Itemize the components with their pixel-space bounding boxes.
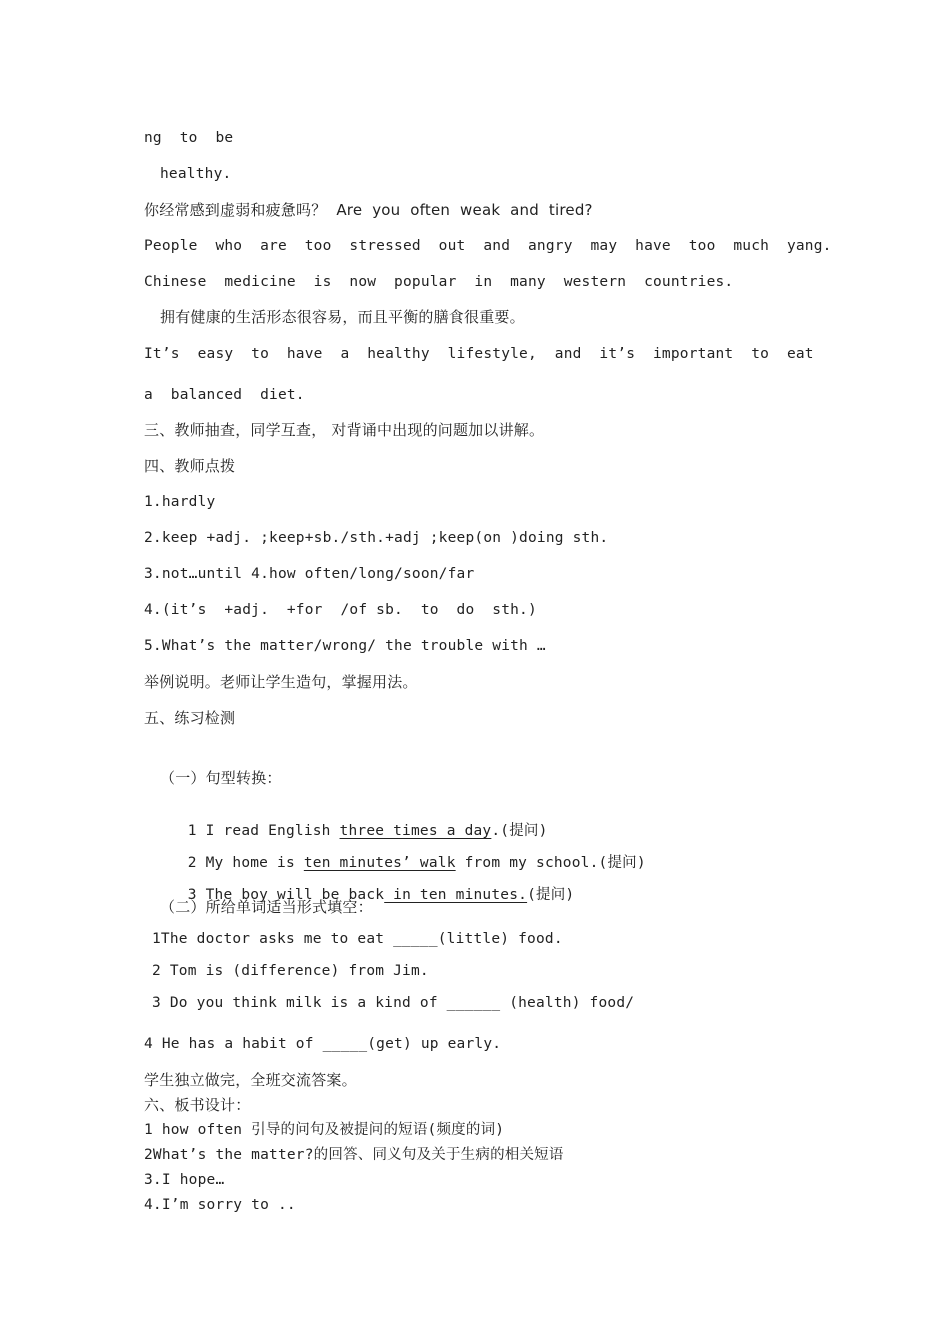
section-heading-5: 五、练习检测 [144, 709, 236, 727]
section-heading-6: 六、板书设计： [144, 1096, 251, 1114]
question-3-suffix: (提问) [527, 887, 575, 903]
board-item-2: 2What’s the matter?的回答、同义句及关于生病的相关短语 [144, 1147, 564, 1163]
text-line-3: 你经常感到虚弱和疲惫吗？ Are you often weak and tired? [144, 201, 593, 219]
board-item-1: 1 how often 引导的问句及被提问的短语(频度的词) [144, 1122, 505, 1138]
text-line-2: healthy. [160, 166, 232, 182]
point-item-4: 4.(it’s +adj. +for /of sb. to do sth.) [144, 602, 537, 618]
text-line-6: 拥有健康的生活形态很容易，而且平衡的膳食很重要。 [160, 308, 525, 326]
board-item-4: 4.I’m sorry to .. [144, 1197, 296, 1213]
point-item-3: 3.not…until 4.how often/long/soon/far [144, 566, 475, 582]
text-line-5: Chinese medicine is now popular in many western countries. [144, 274, 734, 290]
fill-question-2: 2 Tom is (difference) from Jim. [152, 963, 429, 979]
example-note: 举例说明。老师让学生造句，掌握用法。 [144, 673, 418, 691]
point-item-2: 2.keep +adj. ;keep+sb./sth.+adj ;keep(on )doing sth. [144, 530, 609, 546]
question-2-underlined: ten minutes’ walk [303, 855, 456, 871]
question-2-suffix: from my school.(提问) [455, 855, 646, 871]
board-item-3: 3.I hope… [144, 1172, 225, 1188]
subsection-heading-2: （二）所给单词适当形式填空： [160, 898, 373, 916]
section-heading-3: 三、教师抽查，同学互查， 对背诵中出现的问题加以讲解。 [144, 421, 545, 439]
text-line-8: a balanced diet. [144, 387, 305, 403]
question-1-underlined: three times a day [339, 823, 492, 839]
subsection-heading-1: （一）句型转换： [160, 769, 282, 787]
section-heading-4: 四、教师点拨 [144, 457, 236, 475]
question-1-suffix: .(提问) [491, 823, 548, 839]
question-1-text: 1 I read English [187, 823, 340, 839]
point-item-1: 1.hardly [144, 494, 216, 510]
point-item-5: 5.What’s the matter/wrong/ the trouble with … [144, 638, 546, 654]
student-instruction: 学生独立做完，全班交流答案。 [144, 1071, 357, 1089]
fill-question-4: 4 He has a habit of _____(get) up early. [144, 1036, 502, 1052]
question-3-text: 3 The boy will be back [187, 887, 385, 903]
text-line-1: ng to be [144, 130, 234, 146]
fill-question-3: 3 Do you think milk is a kind of ______ (health) food/ [152, 995, 635, 1011]
question-2-text: 2 My home is [187, 855, 304, 871]
question-3-underlined: in ten minutes. [384, 887, 528, 903]
text-line-7: It’s easy to have a healthy lifestyle, and it’s important to eat [144, 346, 814, 362]
fill-question-1: 1The doctor asks me to eat _____(little) food. [152, 931, 563, 947]
text-line-4: People who are too stressed out and angry may have too much yang. [144, 238, 832, 254]
